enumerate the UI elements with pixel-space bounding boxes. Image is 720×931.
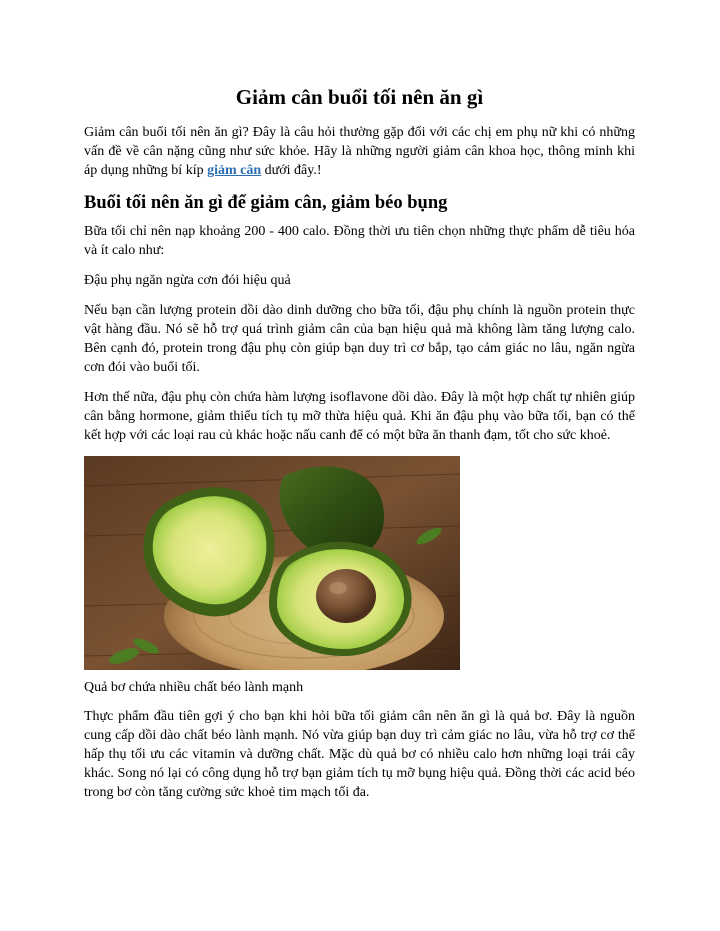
avocado-image (84, 456, 460, 670)
tofu-subheading: Đậu phụ ngăn ngừa cơn đói hiệu quả (84, 273, 291, 288)
tofu-protein-paragraph: Nếu bạn cần lượng protein dồi dào dinh dưỡng cho bữa tối, đậu phụ chính là nguồn protein thực vật hàng đầu. Nó sẽ hỗ trợ quá trình giảm cân của bạn hiệu quả mà không làm tăng lượng calo. Bên cạnh đó, protein trong đậu phụ còn giúp bạn duy trì cơ bắp, tạo cảm giác no lâu, ngăn ngừa cơn đói vào buổi tối. (84, 303, 635, 375)
section-heading: Buổi tối nên ăn gì để giảm cân, giảm béo bụng (84, 193, 448, 213)
page-title: Giảm cân buổi tối nên ăn gì (235, 85, 484, 109)
avocado-paragraph: Thực phẩm đầu tiên gợi ý cho bạn khi hỏi bữa tối giảm cân nên ăn gì là quả bơ. Đây là nguồn cung cấp dồi dào chất béo lành mạnh. Nó vừa giúp bạn duy trì cảm giác no lâu, vừa hỗ trợ cơ thể hấp thụ tối ưu các vitamin và dưỡng chất. Mặc dù quả bơ có nhiều calo hơn những loại trái cây khác. Song nó lại có công dụng hỗ trợ bạn giảm tích tụ mỡ bụng hiệu quả. Đồng thời các acid béo trong bơ còn tăng cường sức khoẻ tim mạch tối đa. (84, 709, 635, 800)
tofu-isoflavone-paragraph: Hơn thế nữa, đậu phụ còn chứa hàm lượng isoflavone dồi dào. Đây là một hợp chất tự nhiên giúp cân bằng hormone, giảm thiểu tích tụ mỡ thừa hiệu quả. Khi ăn đậu phụ vào bữa tối, bạn có thể kết hợp với các loại rau củ khác hoặc nấu canh để có một bữa ăn thanh đạm, tốt cho sức khoẻ. (84, 390, 635, 443)
calorie-paragraph: Bữa tối chỉ nên nạp khoảng 200 - 400 calo. Đồng thời ưu tiên chọn những thực phẩm dễ tiêu hóa và ít calo như: (84, 224, 635, 258)
document-page (84, 84, 635, 813)
intro-text-after: dưới đây.! (261, 163, 322, 178)
image-caption: Quả bơ chứa nhiều chất béo lành mạnh (84, 680, 304, 695)
intro-paragraph (84, 123, 635, 180)
giam-can-link[interactable]: giảm cân (207, 163, 262, 178)
intro-text-before: Giảm cân buổi tối nên ăn gì? Đây là câu hỏi thường gặp đối với các chị em phụ nữ khi có những vấn đề về cân nặng cũng như sức khỏe. Hãy là những người giảm cân khoa học, thông minh khi áp dụng những bí kíp (84, 125, 635, 178)
